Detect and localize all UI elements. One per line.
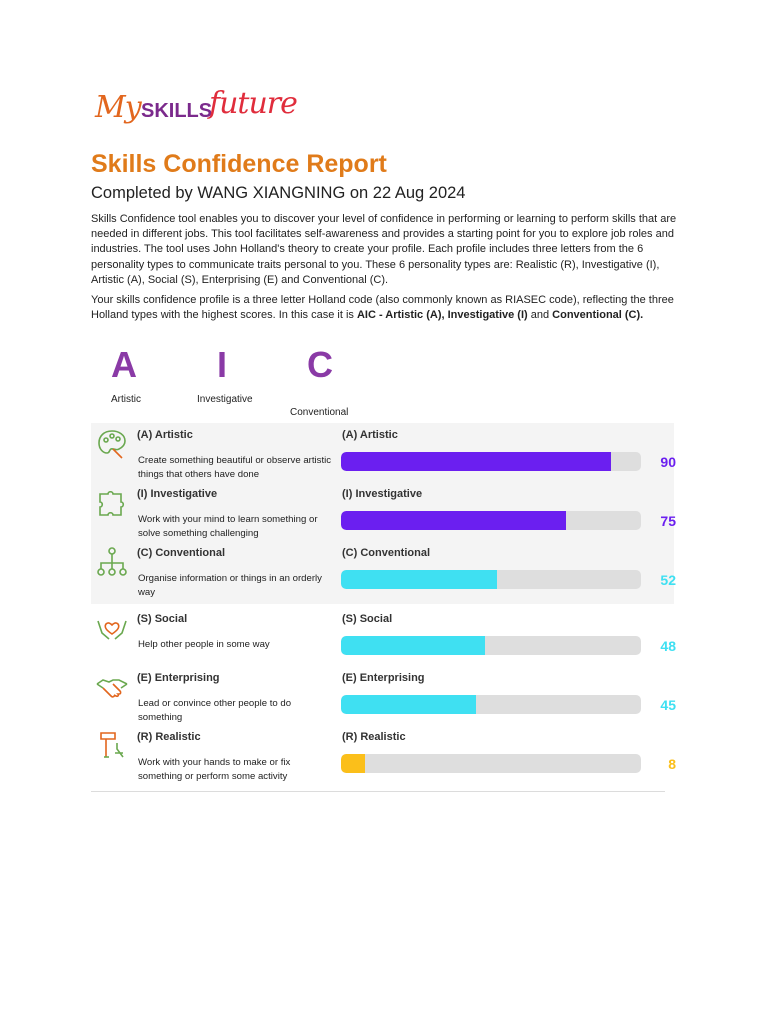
profile-and: and — [527, 309, 553, 322]
type-row-enterprising — [91, 666, 691, 725]
score-track — [341, 570, 641, 589]
code-label-artistic: Artistic — [111, 394, 141, 405]
type-name: (R) Realistic — [137, 731, 201, 743]
type-description: Help other people in some way — [138, 639, 270, 650]
profile-paragraph — [91, 293, 677, 323]
puzzle-icon — [95, 486, 129, 520]
score-bar — [341, 452, 611, 471]
type-description: Create something beautiful or observe artistic things that others have done — [138, 455, 332, 480]
score-track — [341, 754, 641, 773]
score-bar — [341, 511, 566, 530]
code-letter-a: A — [111, 344, 137, 385]
score-value: 52 — [660, 572, 676, 588]
logo-skills: SKILLS — [141, 100, 213, 122]
type-name: (E) Enterprising — [137, 672, 220, 684]
myskillsfuture-logo — [95, 86, 305, 146]
hierarchy-icon — [95, 545, 129, 579]
type-row-investigative — [91, 482, 691, 541]
type-name: (C) Conventional — [137, 547, 225, 559]
bar-label: (I) Investigative — [342, 488, 423, 500]
type-description: Work with your hands to make or fix something or perform some activity — [138, 757, 291, 782]
page-subtitle: Completed by WANG XIANGNING on 22 Aug 2024 — [91, 184, 466, 202]
logo-my: My — [95, 90, 141, 125]
score-bar — [341, 754, 365, 773]
type-description: Work with your mind to learn something or solve something challenging — [138, 514, 318, 539]
profile-code-bold: AIC - Artistic (A), Investigative (I) — [356, 309, 528, 322]
score-bar — [341, 570, 497, 589]
code-letter-c: C — [307, 344, 333, 385]
score-track — [341, 695, 641, 714]
score-track — [341, 452, 641, 471]
score-track — [341, 511, 641, 530]
score-bar — [341, 695, 476, 714]
section-divider — [91, 791, 665, 792]
bar-label: (A) Artistic — [342, 429, 398, 441]
type-row-social — [91, 607, 691, 666]
heart-hands-icon — [95, 611, 129, 645]
handshake-icon — [95, 670, 129, 704]
score-value: 8 — [668, 756, 676, 772]
bar-label: (E) Enterprising — [342, 672, 425, 684]
palette-icon — [95, 427, 129, 461]
score-value: 75 — [660, 513, 676, 529]
score-value: 45 — [660, 697, 676, 713]
logo-future: future — [209, 86, 297, 121]
profile-text: Your skills confidence profile is a three letter Holland code (also commonly known as RIASEC code), reflecting the three Holland types with the highest scores. In this case it is — [91, 294, 674, 322]
score-bar — [341, 636, 485, 655]
profile-code-bold-2: Conventional (C). — [552, 309, 644, 322]
bar-label: (C) Conventional — [342, 547, 430, 559]
type-description: Lead or convince other people to do something — [138, 698, 292, 723]
hammer-icon — [95, 729, 129, 763]
code-letter-i: I — [217, 344, 228, 385]
type-row-artistic — [91, 423, 691, 482]
code-label-investigative: Investigative — [197, 394, 253, 405]
bar-label: (R) Realistic — [342, 731, 406, 743]
type-name: (A) Artistic — [137, 429, 193, 441]
score-track — [341, 636, 641, 655]
type-name: (S) Social — [137, 613, 188, 625]
score-value: 48 — [660, 638, 676, 654]
page-title: Skills Confidence Report — [91, 150, 387, 178]
bar-label: (S) Social — [342, 613, 393, 625]
type-name: (I) Investigative — [137, 488, 218, 500]
type-row-realistic — [91, 725, 691, 784]
type-description: Organise information or things in an orderly way — [138, 573, 322, 598]
intro-paragraph: Skills Confidence tool enables you to discover your level of confidence in performing or learning to perform skills that are needed in different jobs. This tool facilitates self-awareness and provides a starting point for you to explore job roles and industries. The tool uses John Holland's theory to create your profile. Each profile includes three letters from the 6 personality types to communicate traits personal to you. These 6 personality types are: Realistic (R), Investigative (I), Artistic (A), Social (S), Enterprising (E) and Conventional (C). — [91, 213, 677, 286]
score-value: 90 — [660, 454, 676, 470]
type-row-conventional — [91, 541, 691, 600]
code-label-conventional: Conventional — [290, 407, 349, 418]
